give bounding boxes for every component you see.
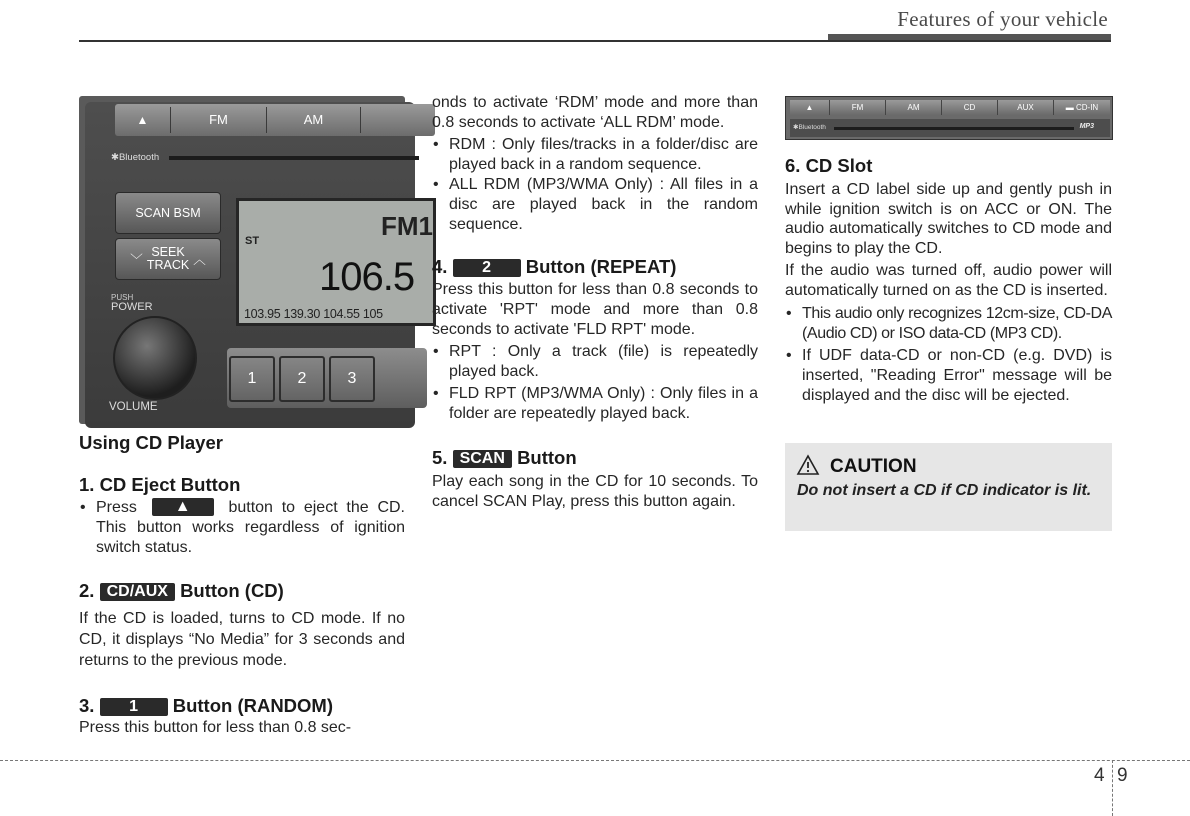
cd-slot-graphic: [169, 156, 419, 160]
column-2: [432, 93, 758, 512]
display-presets: 103.95 139.30 104.55 105: [244, 307, 383, 321]
small-am-button: AM: [886, 100, 942, 115]
rpt-bullet: • RPT : Only a track (file) is repeatedly played back.: [432, 342, 758, 382]
small-eject-icon: ▲: [790, 100, 830, 115]
header-rule: [79, 40, 1111, 42]
display-stereo: ST: [245, 235, 260, 247]
cdaux-text: If the CD is loaded, turns to CD mode. If no CD, it displays “No Media” for 3 seconds and returns to the previous mode.: [79, 610, 405, 669]
slot-bullet-2: • If UDF data-CD or non-CD (e.g. DVD) is inserted, "Reading Error" message will be displayed and the disc will be ejected.: [785, 346, 1112, 406]
display-frequency: 106.5: [319, 255, 415, 299]
eject-bullet: • Press ▲ button to eject the CD. This button works regardless of ignition switch status.: [79, 498, 405, 558]
power-label: POWER: [111, 301, 153, 313]
small-mp3-logo: MP3: [1079, 123, 1094, 130]
small-slot-bar: [790, 119, 1110, 137]
footer-divider: [1112, 760, 1113, 816]
page-section-number: 4: [1094, 765, 1105, 786]
page-number: 9: [1117, 765, 1128, 786]
cdaux-button-tag: CD/AUX: [100, 583, 175, 601]
caution-text: Do not insert a CD if CD indicator is lit.: [797, 482, 1092, 499]
slot-paragraph-1: Insert a CD label side up and gently push in while ignition switch is on ACC or ON. The audio automatically switches to CD mode and begins to play the CD.: [785, 181, 1112, 257]
seek-label: SEEK: [151, 245, 185, 259]
column-1: [79, 432, 405, 738]
rdm-bullet: • RDM : Only files/tracks in a folder/disc are played back in a random sequence.: [432, 135, 758, 175]
repeat-heading: 4. 2 Button (REPEAT): [432, 256, 677, 277]
lcd-display: [236, 198, 436, 326]
scan-bsm-button-graphic: SCAN BSM: [115, 192, 221, 234]
slot-paragraph-2: If the audio was turned off, audio power will automatically turned on as the CD is inserted.: [785, 262, 1112, 299]
preset-1-graphic: 1: [229, 356, 275, 402]
bluetooth-icon: ✱: [793, 124, 799, 131]
small-cd-button: CD: [942, 100, 998, 115]
eject-heading: 1. CD Eject Button: [79, 474, 241, 495]
preset-2-graphic: 2: [279, 356, 325, 402]
push-label: PUSH: [111, 293, 134, 302]
cdaux-heading: 2. CD/AUX Button (CD): [79, 580, 284, 601]
small-bluetooth-label: ✱Bluetooth: [793, 124, 826, 131]
audio-unit-small-illustration: [785, 96, 1113, 140]
fldrpt-bullet: • FLD RPT (MP3/WMA Only) : Only files in a folder are repeatedly played back.: [432, 384, 758, 424]
small-aux-button: AUX: [998, 100, 1054, 115]
bluetooth-icon: ✱: [111, 152, 119, 163]
scan-text: Play each song in the CD for 10 seconds. To cancel SCAN Play, press this button again.: [432, 473, 758, 510]
volume-knob: [113, 316, 197, 400]
caution-box: [785, 443, 1112, 531]
random-text-cont: onds to activate ‘RDM’ mode and more than 0.8 seconds to activate ‘ALL RDM’ mode.: [432, 94, 758, 131]
volume-label: VOLUME: [109, 401, 158, 413]
top-button-bar: [115, 104, 435, 136]
caution-title: CAUTION: [830, 456, 917, 477]
random-text: Press this button for less than 0.8 sec-: [79, 719, 352, 736]
small-top-button-bar: [790, 100, 1110, 115]
chevron-down-icon: ﹀: [130, 253, 143, 267]
fm-button-graphic: FM: [171, 107, 267, 133]
slot-heading: 6. CD Slot: [785, 155, 873, 176]
preset-3-graphic: 3: [329, 356, 375, 402]
eject-button-tag: ▲: [152, 498, 214, 516]
warning-icon: [797, 454, 819, 476]
page-header-title: Features of your vehicle: [897, 7, 1108, 31]
allrdm-bullet: • ALL RDM (MP3/WMA Only) : All files in a disc are played back in the random sequence.: [432, 175, 758, 235]
eject-button-graphic: [115, 107, 171, 133]
column-3: [785, 155, 1112, 406]
scan-heading: 5. SCAN Button: [432, 447, 577, 468]
preset-button-bar: [227, 348, 427, 408]
scan-button-tag: SCAN: [453, 450, 512, 468]
small-fm-button: FM: [830, 100, 886, 115]
track-label: TRACK: [146, 258, 190, 272]
footer-rule: [0, 760, 1190, 761]
random-button-tag: 1: [100, 698, 168, 716]
small-cd-slot: [834, 127, 1074, 130]
repeat-text: Press this button for less than 0.8 seconds to activate 'RPT' mode and more than 0.8 seconds to activate 'FLD RPT' mode.: [432, 281, 758, 338]
eject-icon: ▲: [136, 113, 149, 127]
audio-unit-illustration: [79, 96, 433, 424]
section-title: Using CD Player: [79, 432, 223, 453]
bluetooth-label: ✱Bluetooth: [111, 152, 160, 163]
small-cd-in-indicator: ▬ CD-IN: [1065, 103, 1099, 112]
display-band: FM1: [381, 211, 433, 241]
slot-bullet-1: • This audio only recognizes 12cm-size, CD-DA (Audio CD) or ISO data-CD (MP3 CD).: [785, 304, 1112, 344]
random-heading: 3. 1 Button (RANDOM): [79, 695, 334, 716]
am-button-graphic: AM: [267, 107, 361, 133]
chevron-up-icon: ︿: [193, 253, 206, 267]
repeat-button-tag: 2: [453, 259, 521, 277]
seek-track-button-graphic: [115, 238, 221, 280]
